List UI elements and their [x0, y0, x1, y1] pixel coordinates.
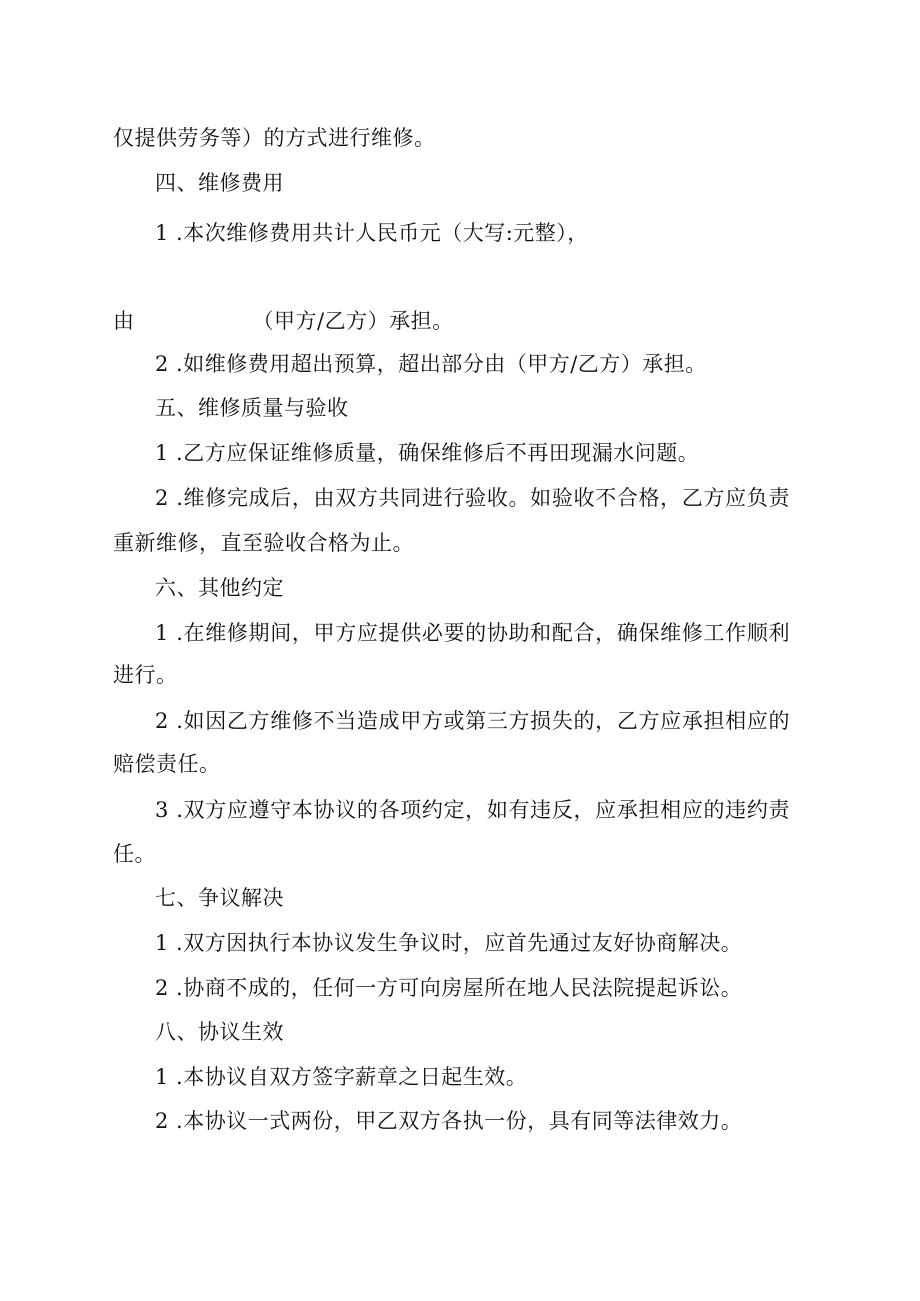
clause-4-1-line-1: 1 .本次维修费用共计人民币元（大写:元整）， — [155, 221, 589, 245]
clause-6-3-line-1: 3 .双方应遵守本协议的各项约定，如有违反，应承担相应的违约责 — [155, 798, 790, 822]
clause-5-2-line-2: 重新维修，直至验收合格为止。 — [113, 531, 414, 555]
clause-4-2: 2 .如维修费用超出预算，超出部分由（甲方/乙方）承担。 — [155, 352, 707, 376]
clause-6-3-line-2: 任。 — [113, 842, 156, 866]
section-heading-4: 四、维修费用 — [155, 171, 284, 195]
clause-7-1: 1 .双方因执行本协议发生争议时，应首先通过友好协商解决。 — [155, 931, 743, 955]
clause-5-1: 1 .乙方应保证维修质量，确保维修后不再田现漏水问题。 — [155, 441, 700, 465]
clause-6-2-line-2: 赔偿责任。 — [113, 752, 221, 776]
clause-8-2: 2 .本协议一式两份，甲乙双方各执一份，具有同等法律效力。 — [155, 1109, 743, 1133]
paragraph-line: 仅提供劳务等）的方式进行维修。 — [113, 126, 436, 150]
clause-4-1-line-2 — [113, 307, 793, 335]
clause-4-1-prefix: 由 — [113, 309, 135, 333]
clause-7-2: 2 .协商不成的，任何一方可向房屋所在地人民法院提起诉讼。 — [155, 976, 743, 1000]
clause-8-1: 1 .本协议自双方签字薪章之日起生效。 — [155, 1065, 528, 1089]
section-heading-6: 六、其他约定 — [155, 576, 284, 600]
clause-6-1-line-2: 进行。 — [113, 663, 178, 687]
clause-4-1-suffix: （甲方/乙方）承担。 — [252, 309, 454, 333]
section-heading-8: 八、协议生效 — [155, 1020, 284, 1044]
clause-5-2-line-1: 2 .维修完成后，由双方共同进行验收。如验收不合格，乙方应负责 — [155, 486, 790, 510]
clause-6-2-line-1: 2 .如因乙方维修不当造成甲方或第三方损失的，乙方应承担相应的 — [155, 709, 790, 733]
section-heading-7: 七、争议解决 — [155, 886, 284, 910]
section-heading-5: 五、维修质量与验收 — [155, 396, 349, 420]
clause-6-1-line-1: 1 .在维修期间，甲方应提供必要的协助和配合，确保维修工作顺利 — [155, 621, 790, 645]
